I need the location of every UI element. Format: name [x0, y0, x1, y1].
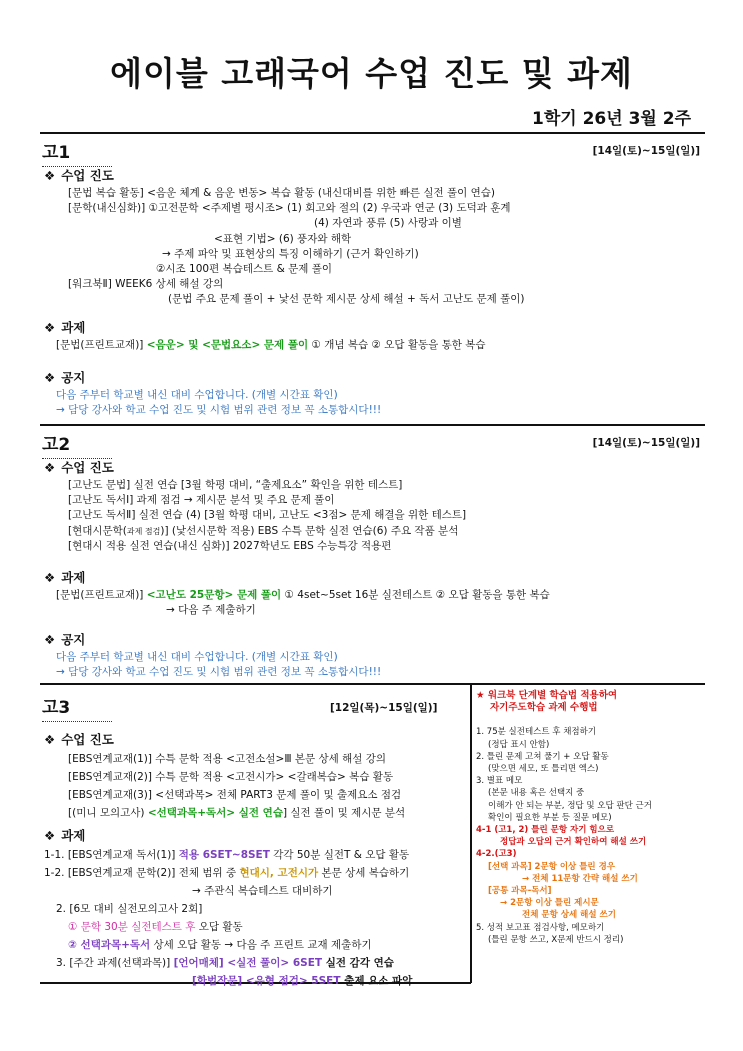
- side-item: (본문 내용 혹은 선택지 중: [488, 788, 585, 799]
- g1-date: [14일(토)~15일(일)]: [592, 145, 700, 157]
- side-heading: 자기주도학습 과제 수행법: [490, 702, 598, 714]
- side-item: 정답과 오답의 근거 확인하여 해설 쓰기: [500, 837, 647, 848]
- g1-notice-heading: ❖ 공지: [44, 370, 86, 385]
- g1-notice-line: 다음 주부터 학교별 내신 대비 수업합니다. (개별 시간표 확인): [56, 389, 338, 401]
- g2-hw-line: [문법(프린트교재)] <고난도 25문항> 문제 풀이 ① 4set~5set 16분 실전테스트 ② 오답 활동을 통한 복습: [56, 589, 550, 601]
- g3-progress-section: [44, 730, 405, 822]
- g2-title-text: 고2: [42, 435, 71, 455]
- page-subtitle: 1학기 26년 3월 2주: [531, 109, 691, 129]
- g3-hw-line: → 주관식 복습테스트 대비하기: [192, 885, 333, 897]
- g1-progress-line: [문학(내신심화)] ①고전문학 <주제별 평시조> (1) 회고와 절의 (2) 우국과 연군 (3) 도덕과 훈계: [68, 202, 511, 215]
- g2-progress-heading: ❖ 수업 진도: [44, 460, 114, 475]
- page-title: 에이블 고래국어 수업 진도 및 과제: [110, 54, 633, 93]
- g2-hw-line2: → 다음 주 제출하기: [166, 604, 256, 617]
- g1-hw-section: [44, 318, 486, 353]
- g2-progress-section: [44, 458, 466, 554]
- side-item: [선택 과목] 2문항 이상 틀린 경우: [488, 861, 616, 872]
- side-item: 이해가 안 되는 부분, 정답 및 오답 판단 근거: [488, 800, 652, 811]
- g1-hw-line: [문법(프린트교재)] <음운> 및 <문법요소> 문제 풀이 ① 개념 복습 ② 오답 활동을 통한 복습: [56, 339, 486, 351]
- rule-g3-divider: [470, 683, 472, 983]
- g2-progress-line: [고난도 문법] 실전 연습 [3월 학평 대비, “출제요소” 확인을 위한 테스트]: [68, 479, 403, 491]
- side-item: 4-2.(고3): [476, 849, 517, 860]
- g1-notice-line: → 담당 강사와 학교 수업 진도 및 시험 범위 관련 정보 꼭 소통합시다!!!: [56, 404, 382, 417]
- g2-hw-heading: ❖ 과제: [44, 570, 86, 585]
- side-item: → 전체 11문항 간략 해설 쓰기: [522, 873, 638, 884]
- g2-notice-line: → 담당 강사와 학교 수업 진도 및 시험 범위 관련 정보 꼭 소통합시다!!!: [56, 666, 382, 679]
- rule-g2: [40, 424, 705, 426]
- g3-hw-heading: ❖ 과제: [44, 828, 86, 843]
- g3-title-text: 고3: [42, 698, 71, 718]
- g3-hw-line: 2. [6모 대비 실전모의고사 2회]: [56, 903, 203, 915]
- g3-hw-line: ② 선택과목+독서 상세 오답 활동 → 다음 주 프린트 교재 제출하기: [68, 939, 372, 951]
- g1-progress-line: [문법 복습 활동] <음운 체계 & 음운 변동> 복습 활동 (내신대비를 위한 빠른 실전 풀이 연습): [68, 187, 495, 199]
- g3-hw-line: 3. [주간 과제(선택과목)] [언어매체] <실전 풀이> 6SET 실전 감각 연습: [56, 957, 394, 969]
- g2-progress-line: [고난도 독서Ⅱ] 실전 연습 (4) [3월 학평 대비, 고난도 <3점> 문제 해결을 위한 테스트]: [68, 509, 467, 522]
- g2-progress-line: [현대시문학(과제 점검)] (낯선시문학 적용) EBS 수특 문학 실전 연습(6) 주요 작품 분석: [68, 524, 459, 537]
- rule-g3: [40, 683, 705, 685]
- g3-title: [42, 693, 112, 722]
- side-item: (정답 표시 안함): [488, 739, 550, 750]
- g1-hw-heading: ❖ 과제: [44, 320, 86, 335]
- side-item: → 2문항 이상 틀린 제시문: [500, 898, 599, 909]
- side-item: 1. 75분 실전테스트 후 채점하기: [476, 727, 597, 738]
- g2-notice-line: 다음 주부터 학교별 내신 대비 수업합니다. (개별 시간표 확인): [56, 651, 338, 663]
- g2-title: [42, 430, 112, 459]
- g3-progress-heading: ❖ 수업 진도: [44, 732, 114, 747]
- g1-notice-section: [44, 368, 381, 418]
- workbook-method-panel: [476, 690, 708, 946]
- side-item: [공통 과목-독서]: [488, 886, 552, 897]
- g3-progress-line: [EBS연계교재(1)] 수특 문학 적용 <고전소설>Ⅲ 본문 상세 해설 강의: [68, 753, 387, 765]
- g1-progress-line: → 주제 파악 및 표현상의 특징 이해하기 (근거 확인하기): [162, 247, 419, 260]
- g3-hw-line: ① 문학 30분 실전테스트 후 오답 활동: [68, 921, 243, 933]
- g3-date: [12일(목)~15일(일)]: [330, 702, 438, 714]
- g2-hw-section: [44, 568, 550, 618]
- side-item: (맞으면 세모, 또 틀리면 엑스): [488, 764, 599, 775]
- side-item: (틀린 문항 쓰고, X문제 반드시 정리): [488, 934, 624, 945]
- g1-progress-line: <표현 기법> (6) 풍자와 해학: [214, 232, 352, 245]
- g1-progress-line: [워크북Ⅱ] WEEK6 상세 해설 강의: [68, 278, 224, 291]
- side-item: 2. 틀린 문제 고쳐 풀기 + 오답 활동: [476, 751, 609, 762]
- g1-title-text: 고1: [42, 143, 71, 163]
- g2-notice-section: [44, 630, 381, 680]
- g1-progress-section: [44, 166, 525, 308]
- side-item: 5. 성적 보고표 점검사항, 메모하기: [476, 922, 605, 933]
- g2-progress-line: [고난도 독서Ⅰ] 과제 점검 → 제시문 분석 및 주요 문제 풀이: [68, 494, 335, 507]
- side-heading: ★ 워크북 단계별 학습법 적용하여: [476, 690, 618, 701]
- side-item: 3. 별표 메모: [476, 776, 523, 787]
- g3-progress-line: [EBS연계교재(3)] <선택과목> 전체 PART3 문제 풀이 및 출제요소 점검: [68, 789, 402, 801]
- g3-hw-line: 1-1. [EBS연계교재 독서(1)] 적용 6SET~8SET 각각 50분 실전T & 오답 활동: [44, 849, 410, 861]
- side-item: 확인이 필요한 부분 등 질문 메모): [488, 812, 612, 823]
- g1-progress-line: (4) 자연과 풍류 (5) 사랑과 이별: [314, 217, 462, 230]
- g2-date: [14일(토)~15일(일)]: [592, 437, 700, 449]
- side-item: 4-1 (고1, 2) 틀린 문항 자기 힘으로: [476, 825, 615, 836]
- g2-progress-line: [현대시 적용 실전 연습(내신 심화)] 2027학년도 EBS 수능특강 적용편: [68, 539, 392, 552]
- rule-top: [40, 132, 705, 134]
- g3-hw-line: 1-2. [EBS연계교재 문학(2)] 전체 범위 중 현대시, 고전시가 본문 상세 복습하기: [44, 867, 410, 879]
- g1-title: [42, 138, 112, 167]
- g1-progress-line: (문법 주요 문제 풀이 + 낯선 문학 제시문 상세 해설 + 독서 고난도 문제 풀이): [168, 293, 525, 306]
- g3-hw-line: [화법작문] <유형 점검> 5SET 출제 요소 파악: [192, 975, 413, 987]
- g1-progress-line: ②시조 100편 복습테스트 & 문제 풀이: [156, 263, 333, 276]
- g3-progress-line: [(미니 모의고사) <선택과목+독서> 실전 연습] 실전 풀이 및 제시문 분석: [68, 807, 406, 819]
- g3-hw-section: [44, 826, 412, 990]
- g3-progress-line: [EBS연계교재(2)] 수특 문학 적용 <고전시가> <갈래복습> 복습 활동: [68, 771, 394, 783]
- g2-notice-heading: ❖ 공지: [44, 632, 86, 647]
- side-item: 전체 문항 상세 해설 쓰기: [522, 910, 616, 921]
- g1-progress-heading: ❖ 수업 진도: [44, 168, 114, 183]
